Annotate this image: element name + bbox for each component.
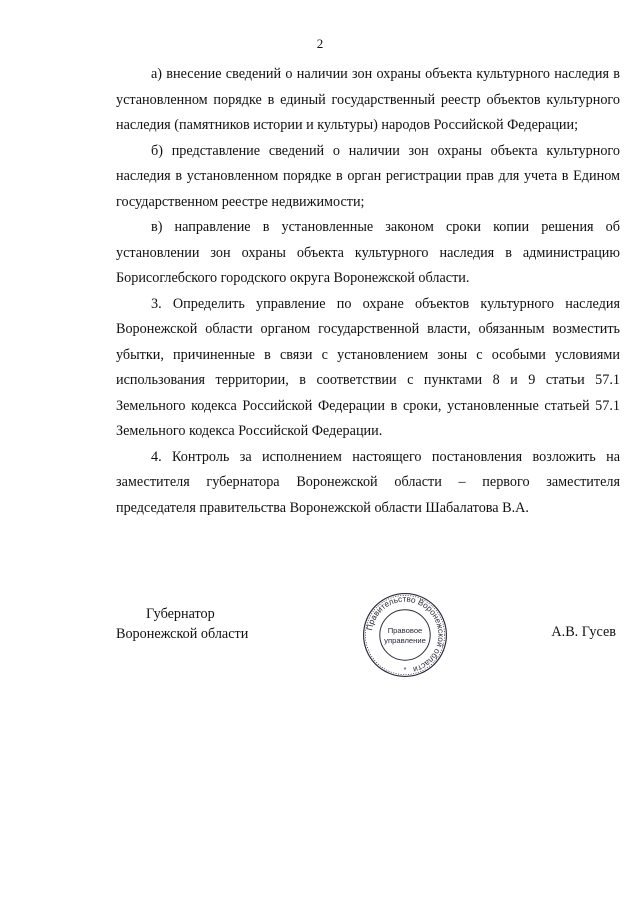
stamp-ring-text: Правительство Воронежской области	[364, 594, 446, 675]
signatory-title-line1: Губернатор	[146, 606, 215, 622]
signatory-name: А.В. Гусев	[551, 624, 616, 640]
signatory-title	[116, 604, 248, 644]
page-number: 2	[316, 36, 324, 51]
document-body	[116, 62, 620, 521]
signatory-title-line2: Воронежской области	[116, 626, 249, 642]
stamp-star: *	[403, 664, 407, 674]
stamp-center-line1: Правовое	[387, 626, 423, 636]
signature-block	[0, 594, 640, 690]
paragraph-v: в) направление в установленные законом сроки копии решения об установлении зон охраны объекта культурного наследия в администрацию Борисоглебского городского округа Воронежской области.	[116, 219, 620, 286]
paragraph-b: б) представление сведений о наличии зон охраны объекта культурного наследия в установленном порядке в орган регистрации прав для учета в Едином государственном реестре недвижимости;	[116, 142, 620, 210]
official-stamp	[360, 590, 450, 680]
paragraph-a: а) внесение сведений о наличии зон охраны объекта культурного наследия в установленном порядке в единый государственный реестр объектов культурного наследия (памятников истории и культуры) народов Российской Федерации;	[116, 66, 620, 133]
paragraph-4: 4. Контроль за исполнением настоящего постановления возложить на заместителя губернатора Воронежской области – первого заместителя председателя правительства Воронежской области Шабалатова В.А.	[116, 448, 620, 516]
stamp-center-line2: управление	[384, 636, 426, 646]
paragraph-3: 3. Определить управление по охране объектов культурного наследия Воронежской области органом государственной власти, обязанным возместить убытки, причиненные в связи с установлением зоны с особыми условиями использования территории, в соответствии с пунктами 8 и 9 статьи 57.1 Земельного кодекса Российской Федерации в сроки, установленные статьей 57.1 Земельного кодекса Российской Федерации.	[116, 295, 620, 439]
